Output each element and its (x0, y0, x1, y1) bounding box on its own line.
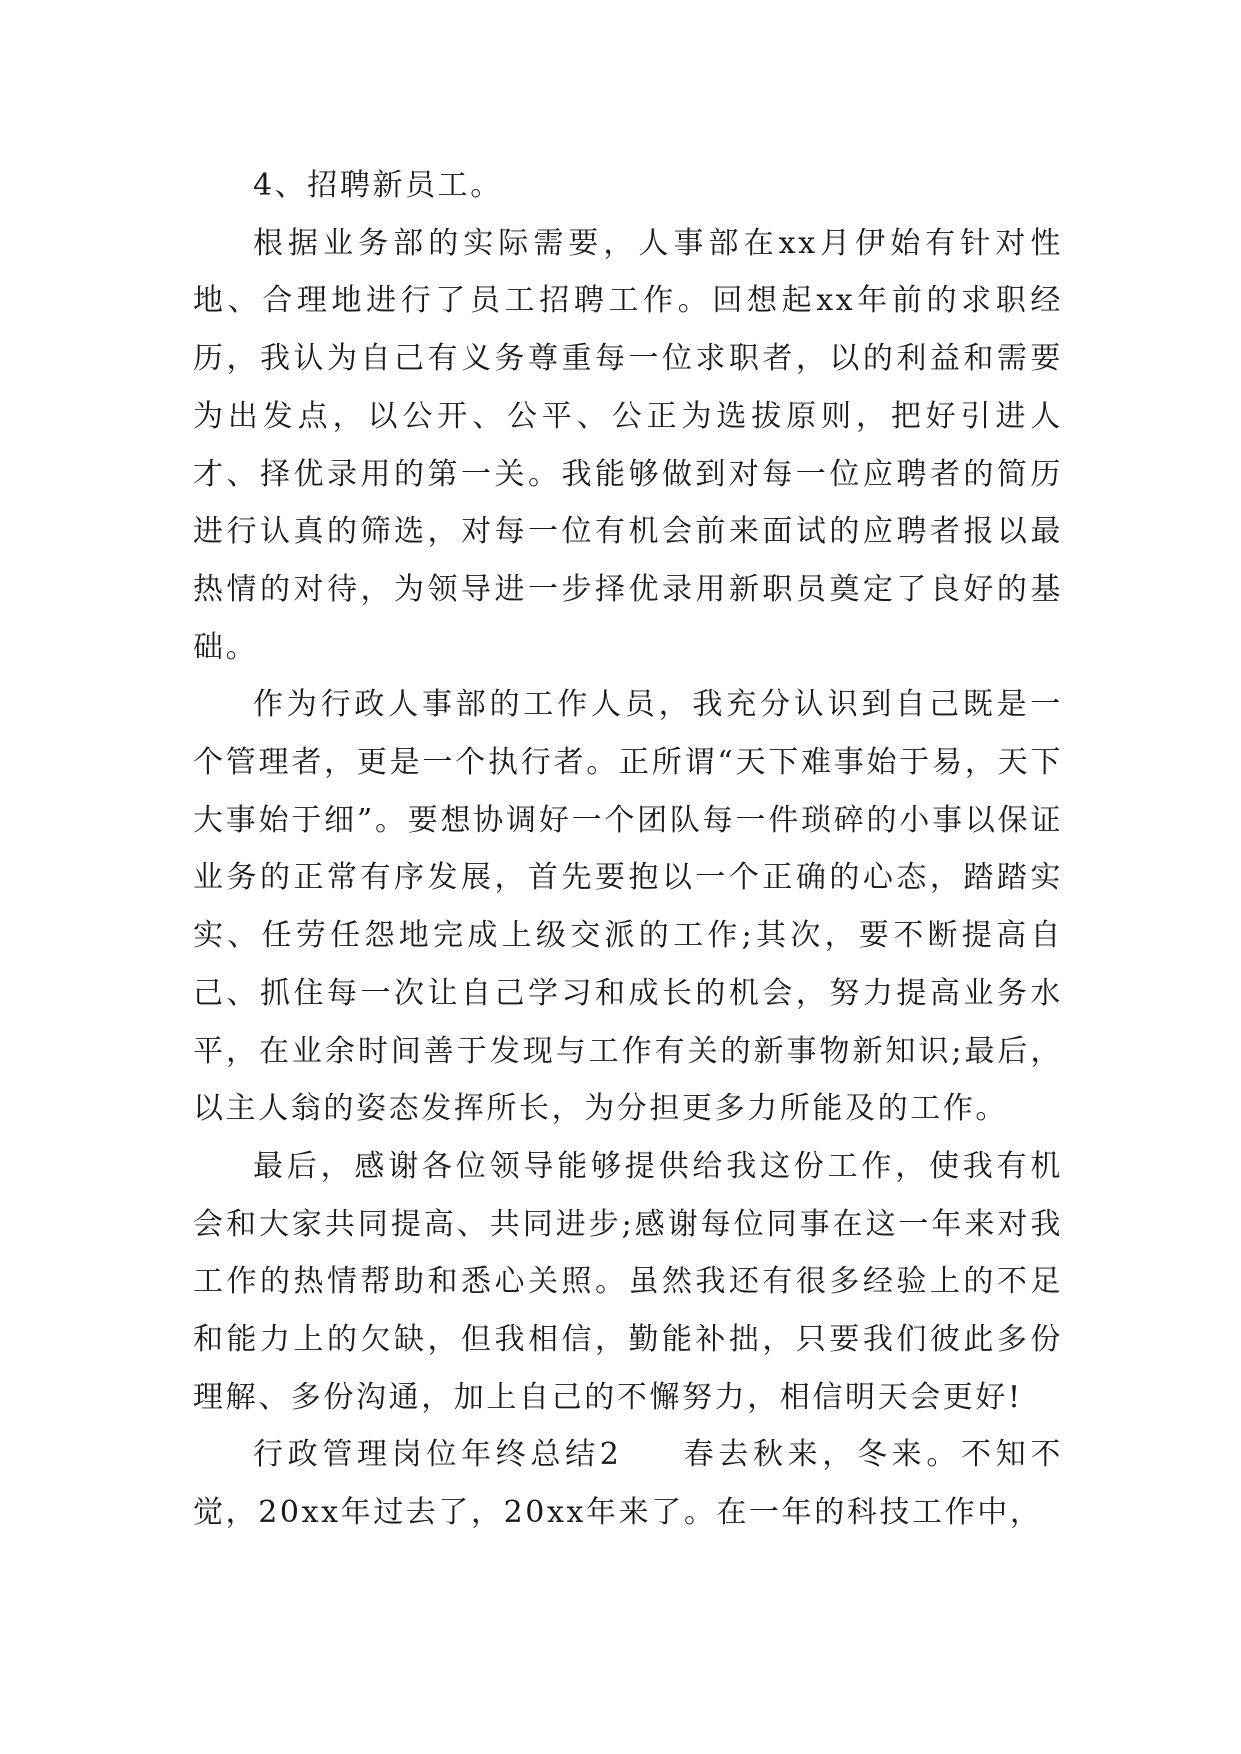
document-body (193, 157, 1063, 1542)
summary-2-title: 行政管理岗位年终总结2 (253, 1437, 622, 1473)
paragraph-thanks: 最后，感谢各位领导能够提供给我这份工作，使我有机会和大家共同提高、共同进步;感谢每位同事在这一年来对我工作的热情帮助和悉心关照。虽然我还有很多经验上的不足和能力上的欠缺，但我相信，勤能补拙，只要我们彼此多份理解、多份沟通，加上自己的不懈努力，相信明天会更好! (193, 1148, 1063, 1415)
section-heading: 4、招聘新员工。 (253, 168, 503, 203)
summary-2-text: 春去秋来，冬来。不知不觉，20xx年过去了，20xx年来了。在一年的科技工作中， (193, 1437, 1063, 1531)
paragraph-role-reflection: 作为行政人事部的工作人员，我充分认识到自己既是一个管理者，更是一个执行者。正所谓“天下难事始于易，天下大事始于细”。要想协调好一个团队每一件琐碎的小事以保证业务的正常有序发展，首先要抱以一个正确的心态，踏踏实实、任劳任怨地完成上级交派的工作;其次，要不断提高自己、抓住每一次让自己学习和成长的机会，努力提高业务水平，在业余时间善于发现与工作有关的新事物新知识;最后，以主人翁的姿态发挥所长，为分担更多力所能及的工作。 (193, 687, 1063, 1127)
paragraph-recruitment: 根据业务部的实际需要，人事部在xx月伊始有针对性地、合理地进行了员工招聘工作。回想起xx年前的求职经历，我认为自己有义务尊重每一位求职者，以的利益和需要为出发点，以公开、公平、公正为选拔原则，把好引进人才、择优录用的第一关。我能够做到对每一位应聘者的简历进行认真的筛选，对每一位有机会前来面试的应聘者报以最热情的对待，为领导进一步择优录用新职员奠定了良好的基础。 (193, 225, 1063, 665)
paragraph-summary-2 (193, 1426, 1063, 1541)
